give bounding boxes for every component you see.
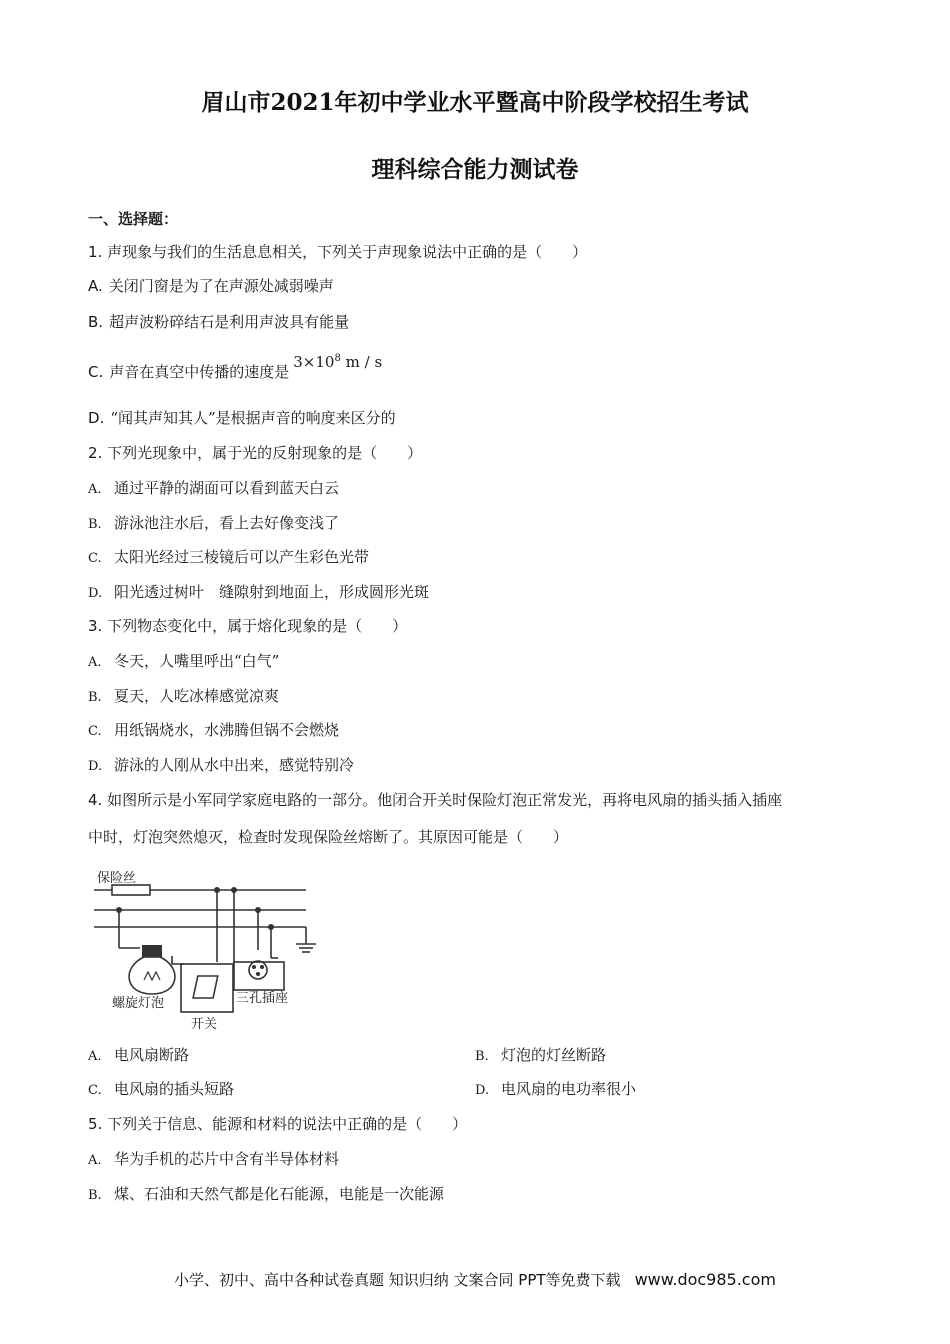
q3-option-b — [88, 685, 279, 709]
page-footer — [0, 1269, 950, 1290]
exam-subtitle: 理科综合能力测试卷 — [371, 156, 579, 183]
q5-option-b — [88, 1183, 444, 1207]
q2-option-b-text: 游泳池注水后，看上去好像变浅了 — [114, 514, 340, 532]
q5-option-a — [88, 1148, 339, 1172]
switch-label: 开关 — [191, 1017, 218, 1032]
q1-option-a-text: 关闭门窗是为了在声源处减弱噪声 — [108, 277, 334, 295]
q3-option-d — [88, 754, 354, 778]
q3-option-b-label: B. — [88, 690, 102, 705]
q5-number: 5. — [88, 1115, 103, 1133]
formula-base: 3×10 — [293, 353, 335, 371]
q1-option-c-text: 声音在真空中传播的速度是 — [109, 363, 290, 381]
q1-stem-text: 声现象与我们的生活息息相关，下列关于声现象说法中正确的是（ ） — [107, 243, 588, 261]
footer-url[interactable]: www.doc985.com — [634, 1270, 776, 1289]
q1-option-a-label: A. — [88, 277, 103, 295]
q1-option-a — [88, 275, 334, 297]
q3-stem — [88, 615, 407, 637]
q4-stem-line1 — [88, 789, 782, 811]
q2-option-b — [88, 512, 339, 536]
fuse-icon — [112, 885, 150, 895]
speed-formula — [293, 353, 382, 371]
q2-option-c-text: 太阳光经过三棱镜后可以产生彩色光带 — [114, 548, 370, 566]
q4-option-c-text: 电风扇的插头短路 — [114, 1080, 235, 1098]
q2-option-a-label: A. — [88, 482, 102, 497]
fuse-label: 保险丝 — [97, 871, 137, 886]
q4-option-b — [475, 1044, 606, 1068]
q4-stem-line2 — [88, 826, 568, 848]
q4-stem-text-2: 中时，灯泡突然熄灭，检查时发现保险丝熔断了。其原因可能是（ ） — [88, 828, 569, 846]
q5-option-a-text: 华为手机的芯片中含有半导体材料 — [114, 1150, 340, 1168]
q1-option-b-text: 超声波粉碎结石是利用声波具有能量 — [109, 313, 350, 331]
q2-option-d-text: 阳光透过树叶 缝隙射到地面上，形成圆形光斑 — [114, 583, 430, 601]
footer-text: 小学、初中、高中各种试卷真题 知识归纳 文案合同 PPT等免费下载 — [174, 1271, 621, 1289]
q5-option-b-text: 煤、石油和天然气都是化石能源，电能是一次能源 — [114, 1185, 445, 1203]
q4-number: 4. — [88, 791, 103, 809]
q4-option-c — [88, 1078, 234, 1102]
q5-stem-text: 下列关于信息、能源和材料的说法中正确的是（ ） — [107, 1115, 468, 1133]
q1-option-d-label: D. — [88, 409, 105, 427]
q4-option-a — [88, 1044, 189, 1068]
q5-stem — [88, 1113, 467, 1135]
q2-option-d-label: D. — [88, 586, 103, 601]
q1-option-d — [88, 407, 396, 429]
q3-option-c-label: C. — [88, 724, 102, 739]
q3-number: 3. — [88, 617, 103, 635]
household-circuit-diagram — [92, 862, 332, 1032]
socket-label: 三孔插座 — [236, 991, 289, 1006]
q4-option-b-text: 灯泡的灯丝断路 — [501, 1046, 607, 1064]
exam-title: 眉山市2021年初中学业水平暨高中阶段学校招生考试 — [201, 89, 749, 116]
q3-option-d-label: D. — [88, 759, 103, 774]
formula-unit: m / s — [345, 353, 383, 371]
q1-option-c — [88, 353, 383, 383]
q4-option-d-text: 电风扇的电功率很小 — [501, 1080, 637, 1098]
q4-option-d — [475, 1078, 636, 1102]
q3-option-a — [88, 650, 279, 674]
q4-stem-text-1: 如图所示是小军同学家庭电路的一部分。他闭合开关时保险灯泡正常发光，再将电风扇的插头插入插座 — [107, 791, 783, 809]
q2-option-a-text: 通过平静的湖面可以看到蓝天白云 — [114, 479, 340, 497]
q5-option-b-label: B. — [88, 1188, 102, 1203]
q1-stem — [88, 241, 587, 263]
q4-option-b-label: B. — [475, 1049, 489, 1064]
section-heading: 一、选择题： — [88, 210, 179, 228]
q4-option-d-label: D. — [475, 1083, 490, 1098]
q2-option-d — [88, 581, 429, 605]
q3-option-c-text: 用纸锅烧水，水沸腾但锅不会燃烧 — [114, 721, 340, 739]
q3-option-a-text: 冬天，人嘴里呼出“白气” — [114, 652, 280, 670]
q4-option-a-label: A. — [88, 1049, 102, 1064]
q2-number: 2. — [88, 444, 103, 462]
q5-option-a-label: A. — [88, 1153, 102, 1168]
q1-number: 1. — [88, 243, 103, 261]
q2-option-c-label: C. — [88, 551, 102, 566]
q2-option-a — [88, 477, 339, 501]
q1-option-d-text: “闻其声知其人”是根据声音的响度来区分的 — [110, 409, 396, 427]
q3-option-c — [88, 719, 339, 743]
q2-stem-text: 下列光现象中，属于光的反射现象的是（ ） — [107, 444, 423, 462]
q1-option-c-label: C. — [88, 363, 104, 381]
q3-stem-text: 下列物态变化中，属于熔化现象的是（ ） — [107, 617, 408, 635]
q3-option-b-text: 夏天，人吃冰棒感觉凉爽 — [114, 687, 280, 705]
q4-option-a-text: 电风扇断路 — [114, 1046, 190, 1064]
q1-option-b-label: B. — [88, 313, 104, 331]
q2-option-c — [88, 546, 369, 570]
bulb-label: 螺旋灯泡 — [112, 996, 165, 1011]
q4-option-c-label: C. — [88, 1083, 102, 1098]
q1-option-b — [88, 311, 349, 333]
formula-exponent: 8 — [334, 353, 341, 364]
bulb-icon — [129, 945, 175, 994]
q3-option-a-label: A. — [88, 655, 102, 670]
q3-option-d-text: 游泳的人刚从水中出来，感觉特别冷 — [114, 756, 355, 774]
q2-stem — [88, 442, 422, 464]
q2-option-b-label: B. — [88, 517, 102, 532]
